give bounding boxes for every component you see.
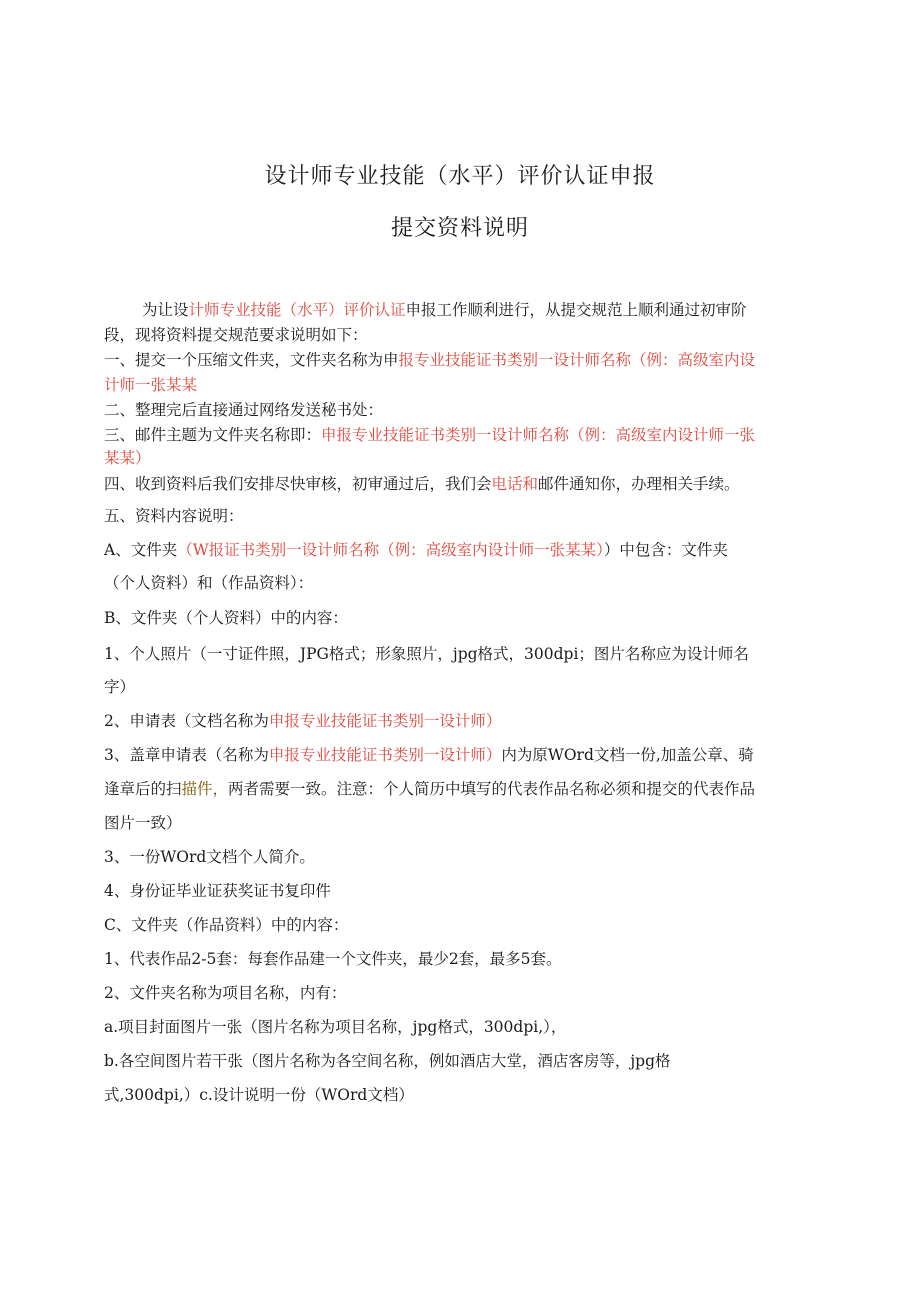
item-b3-line-1: 3、盖章申请表（名称为申报专业技能证书类别一设计师）内为原WOrd文档一份,加盖公章、骑 (104, 746, 754, 764)
item-b1-line-2: 字） (104, 678, 136, 696)
section-5: 五、资料内容说明： (104, 507, 244, 525)
item-cb-line-2: 式,300dpi,）c.设计说明一份（WOrd文档） (104, 1086, 414, 1104)
item-b1-line-1: 1、个人照片（一寸证件照，JPG格式；形象照片，jpg格式，300dpi；图片名称应为设计师名 (104, 645, 749, 663)
section-1-line-1: 一、提交一个压缩文件夹，文件夹名称为申报专业技能证书类别一设计师名称（例：高级室内设 (104, 351, 756, 369)
item-b-heading: B、文件夹（个人资料）中的内容： (104, 609, 348, 627)
doc-title-line2: 提交资料说明 (390, 216, 529, 241)
item-a-line-1: A、文件夹（W报证书类别一设计师名称（例：高级室内设计师一张某某））中包含：文件夹 (104, 541, 728, 559)
item-c1: 1、代表作品2-5套：每套作品建一个文件夹，最少2套，最多5套。 (104, 950, 562, 968)
item-c-heading: C、文件夹（作品资料）中的内容： (104, 916, 349, 934)
item-b3b: 3、一份WOrd文档个人简介。 (104, 848, 315, 866)
doc-title-line1: 设计师专业技能（水平）评价认证申报 (264, 164, 656, 189)
intro-line-2: 段，现将资料提交规范要求说明如下： (104, 326, 368, 344)
item-c2: 2、文件夹名称为项目名称，内有： (104, 984, 347, 1002)
item-a-line-2: （个人资料）和（作品资料）： (104, 574, 314, 592)
intro-line-1: 为让设计师专业技能（水平）评价认证申报工作顺利进行，从提交规范上顺利通过初审阶 (142, 301, 747, 319)
section-1-line-2: 计师一张某某 (104, 376, 198, 394)
section-4: 四、收到资料后我们安排尽快审核，初审通过后，我们会电话和邮件通知你，办理相关手续。 (104, 475, 740, 493)
section-3-line-2: 某某） (104, 449, 151, 467)
section-3-line-1: 三、邮件主题为文件夹名称即：申报专业技能证书类别一设计师名称（例：高级室内设计师一张 (104, 426, 756, 444)
item-b3-line-2: 逢章后的扫描件，两者需要一致。注意：个人简历中填写的代表作品名称必须和提交的代表作品 (104, 780, 756, 798)
item-cb-line-1: b.各空间图片若干张（图片名称为各空间名称，例如酒店大堂，酒店客房等，jpg格 (104, 1052, 671, 1070)
item-b3-line-3: 图片一致） (104, 814, 182, 832)
item-b2: 2、申请表（文档名称为申报专业技能证书类别一设计师） (104, 712, 502, 730)
section-2: 二、整理完后直接通过网络发送秘书处： (104, 401, 384, 419)
item-ca: a.项目封面图片一张（图片名称为项目名称，jpg格式，300dpi,）， (104, 1018, 567, 1036)
item-b4: 4、身份证毕业证获奖证书复印件 (104, 882, 331, 900)
